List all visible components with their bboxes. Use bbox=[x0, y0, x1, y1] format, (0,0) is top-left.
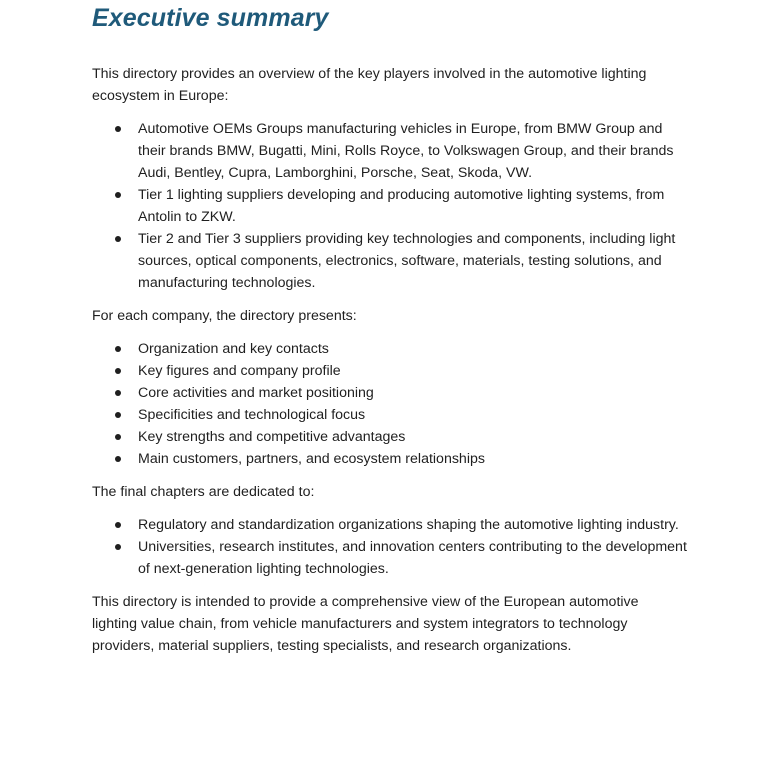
list-item bbox=[92, 360, 687, 382]
bullet-icon bbox=[115, 346, 121, 352]
bullet-icon bbox=[115, 544, 121, 550]
list-item-text: Automotive OEMs Groups manufacturing vehicles in Europe, from BMW Group and their brands BMW, Bugatti, Mini, Rolls Royce, to Volkswagen Group, and their brands Audi, Bentley, Cupra, Lamborghini, Porsche, Seat, Skoda, VW. bbox=[138, 121, 674, 181]
list-item-text: Organization and key contacts bbox=[138, 341, 329, 357]
list-item bbox=[92, 514, 687, 536]
list-item bbox=[92, 536, 687, 580]
bullet-icon bbox=[115, 236, 121, 242]
list-item-text: Specificities and technological focus bbox=[138, 407, 366, 423]
bullet-icon bbox=[115, 456, 121, 462]
conclusion-paragraph: This directory is intended to provide a comprehensive view of the European automotive lighting value chain, from vehicle manufacturers and system integrators to technology providers, material suppliers, testing specialists, and research organizations. bbox=[92, 594, 639, 654]
list-item bbox=[92, 338, 687, 360]
list-item bbox=[92, 184, 687, 228]
final-items-list bbox=[92, 514, 687, 580]
intro-paragraph: This directory provides an overview of the key players involved in the automotive lighting ecosystem in Europe: bbox=[92, 66, 647, 104]
company-intro-paragraph: For each company, the directory presents: bbox=[92, 308, 357, 324]
bullet-icon bbox=[115, 126, 121, 132]
list-item-text: Universities, research institutes, and innovation centers contributing to the development of next-generation lighting technologies. bbox=[138, 539, 687, 577]
bullet-icon bbox=[115, 368, 121, 374]
list-item-text: Main customers, partners, and ecosystem relationships bbox=[138, 451, 485, 467]
players-list bbox=[92, 118, 687, 294]
bullet-icon bbox=[115, 434, 121, 440]
list-item-text: Regulatory and standardization organizations shaping the automotive lighting industry. bbox=[138, 517, 679, 533]
list-item bbox=[92, 382, 687, 404]
company-items-list bbox=[92, 338, 687, 470]
bullet-icon bbox=[115, 522, 121, 528]
page-title: Executive summary bbox=[92, 4, 329, 32]
document-body bbox=[92, 63, 687, 668]
list-item bbox=[92, 404, 687, 426]
list-item bbox=[92, 118, 687, 184]
list-item-text: Key figures and company profile bbox=[138, 363, 341, 379]
list-item bbox=[92, 426, 687, 448]
bullet-icon bbox=[115, 390, 121, 396]
list-item bbox=[92, 448, 687, 470]
list-item-text: Tier 1 lighting suppliers developing and producing automotive lighting systems, from Antolin to ZKW. bbox=[138, 187, 665, 225]
bullet-icon bbox=[115, 192, 121, 198]
list-item-text: Core activities and market positioning bbox=[138, 385, 374, 401]
final-intro-paragraph: The final chapters are dedicated to: bbox=[92, 484, 315, 500]
list-item bbox=[92, 228, 687, 294]
list-item-text: Tier 2 and Tier 3 suppliers providing key technologies and components, including light sources, optical components, electronics, software, materials, testing solutions, and manufacturing technologies. bbox=[138, 231, 676, 291]
bullet-icon bbox=[115, 412, 121, 418]
list-item-text: Key strengths and competitive advantages bbox=[138, 429, 406, 445]
